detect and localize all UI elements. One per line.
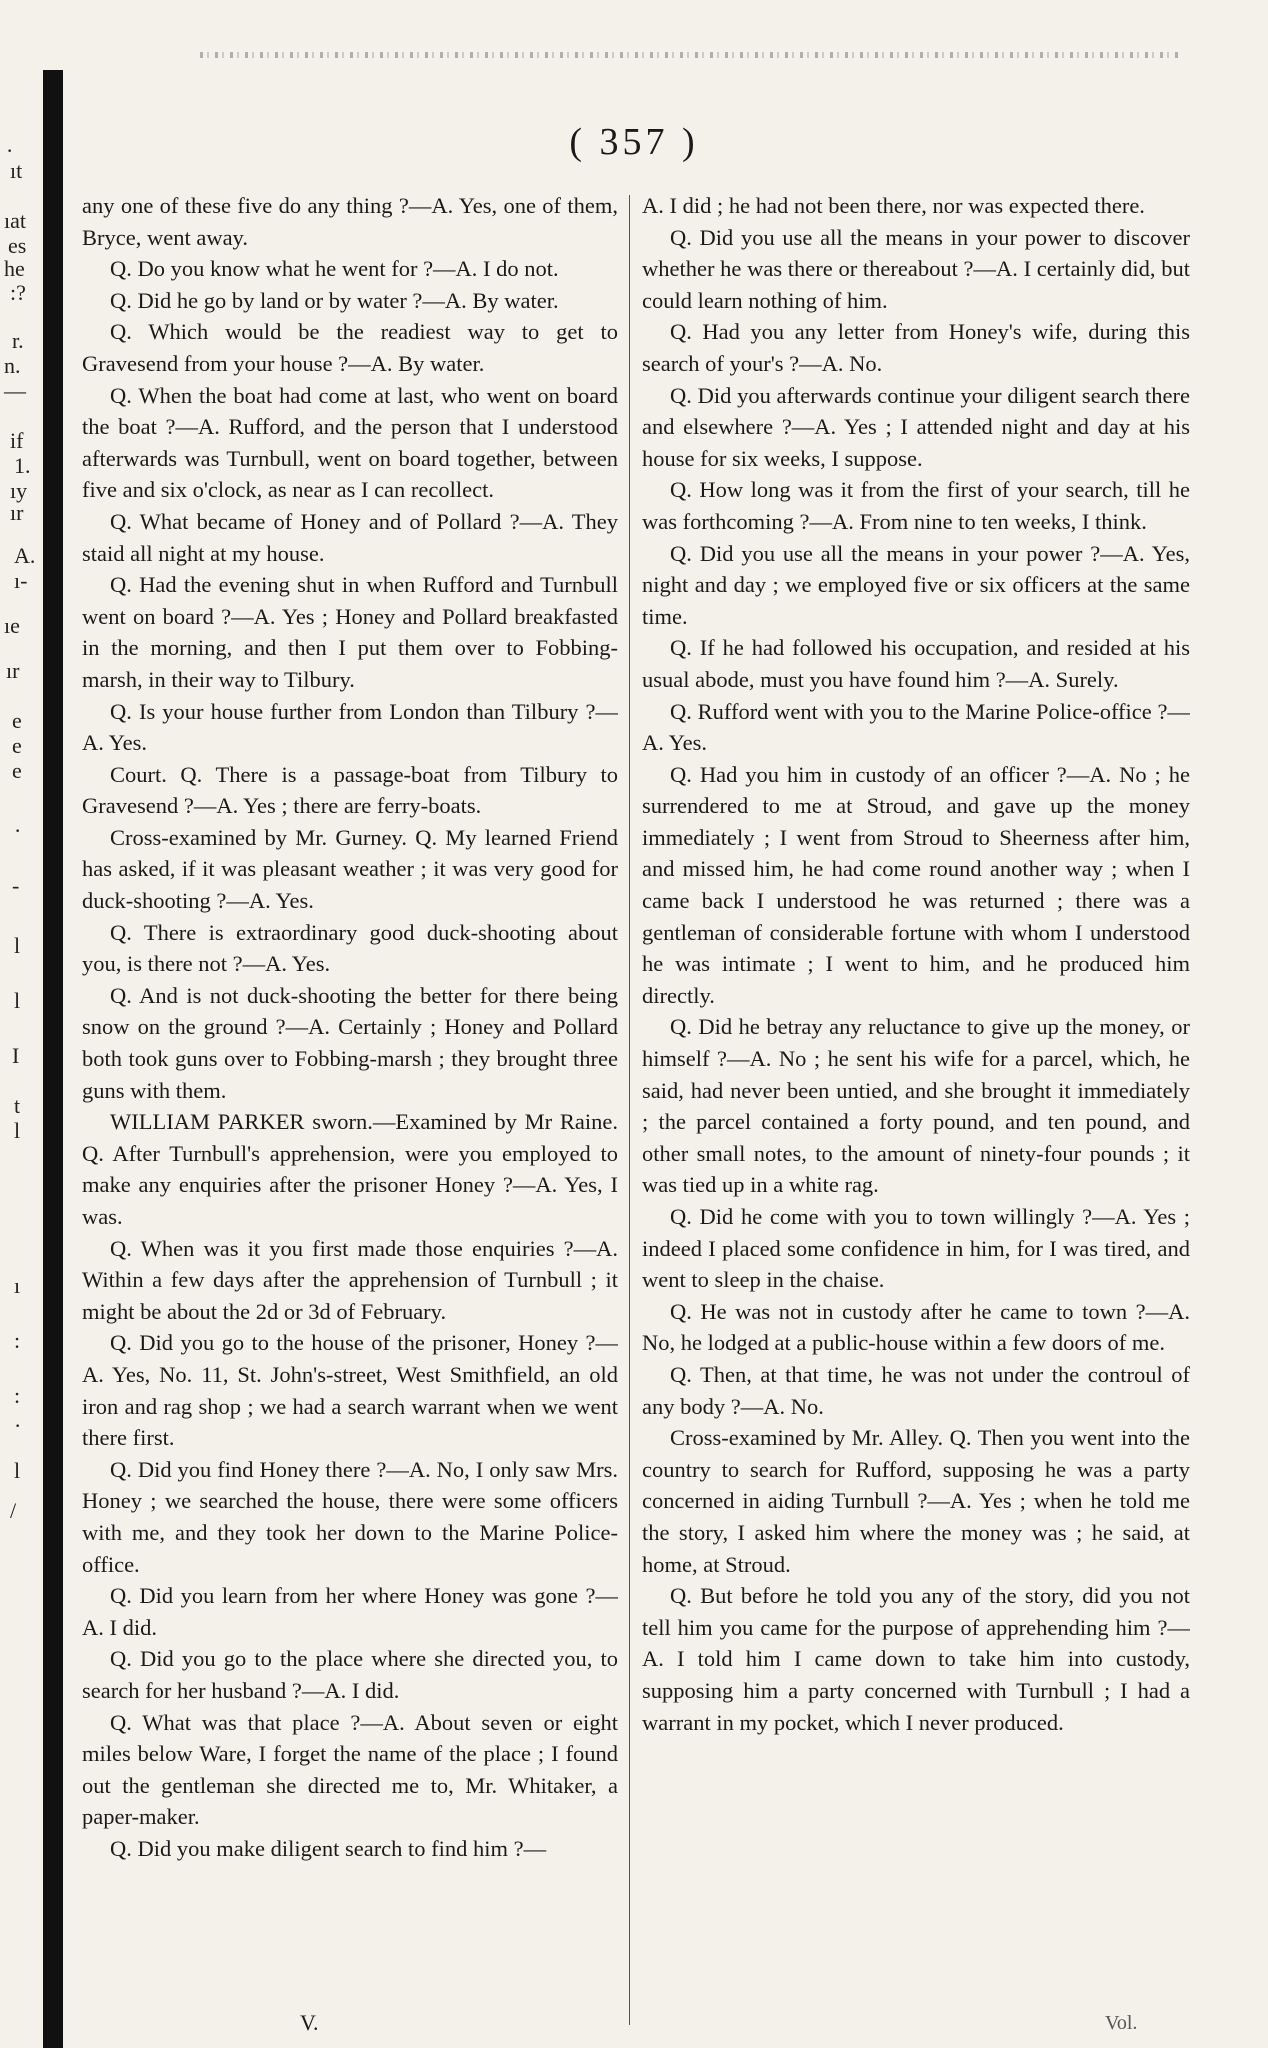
paragraph: Q. What was that place ?—A. About seven or eight miles below Ware, I forget the name of the place ; I found out the gentleman she directed me to, Mr. Whitaker, a paper-maker.: [82, 1709, 618, 1830]
top-edge-noise: [200, 52, 1180, 58]
paragraph: A. I did ; he had not been there, nor was expected there.: [642, 193, 1145, 218]
paragraph: Q. Did he betray any reluctance to give up the money, or himself ?—A. No ; he sent his wife for a parcel, which, he said, had never been untied, and she brought it immediately ; the parcel contained a forty pound, and ten pound, and other small notes, to the amount of ninety-four pounds ; it was tied up in a white rag.: [642, 1014, 1190, 1198]
paragraph: Q. Did you make diligent search to find him ?—: [110, 1835, 547, 1861]
paragraph: Q. Did he go by land or by water ?—A. By water.: [110, 287, 559, 313]
paragraph: Q. Do you know what he went for ?—A. I do not.: [110, 256, 559, 282]
paragraph: Q. Which would be the readiest way to get to Gravesend from your house ?—A. By water.: [82, 319, 618, 376]
paragraph: Q. Had you any letter from Honey's wife, during this search of your's ?—A. No.: [642, 319, 1190, 376]
paragraph: Q. But before he told you any of the story, did you not tell him you came for the purpose of apprehending him ?—A. I told him I came down to take him into custody, supposing him a party concerned with Turnbull ; I had a warrant in my pocket, which I never produced.: [642, 1583, 1190, 1735]
page-number: ( 357 ): [569, 121, 699, 163]
signature-mark: Vol.: [1105, 2012, 1138, 2034]
left-column: [82, 190, 618, 2030]
paragraph: Cross-examined by Mr. Gurney. Q. My learned Friend has asked, if it was pleasant weather ; it was very good for duck-shooting ?—A. Yes.: [82, 824, 618, 914]
paragraph: Q. When the boat had come at last, who went on board the boat ?—A. Rufford, and the person that I understood afterwards was Turnbull, went on board together, between five and six o'clock, as near as I can recollect.: [82, 382, 618, 503]
paragraph: any one of these five do any thing ?—A. Yes, one of them, Bryce, went away.: [82, 193, 618, 250]
paragraph: Q. Had you him in custody of an officer ?—A. No ; he surrendered to me at Stroud, and gave up the money immediately ; I went from Stroud to Sheerness after him, and missed him, he had come round another way ; when I came back I understood he was returned ; there was a gentleman of considerable fortune with whom I understood he was intimate ; I went to him, and he produced him directly.: [642, 761, 1190, 1008]
paragraph: Q. Then, at that time, he was not under the controul of any body ?—A. No.: [642, 1361, 1190, 1419]
paragraph: Q. How long was it from the first of your search, till he was forthcoming ?—A. From nine to ten weeks, I think.: [642, 477, 1190, 534]
paragraph: Q. There is extraordinary good duck-shooting about you, is there not ?—A. Yes.: [82, 919, 618, 977]
catchword: V.: [300, 2010, 319, 2035]
paragraph: Q. Had the evening shut in when Rufford and Turnbull went on board ?—A. Yes ; Honey and Pollard breakfasted in the morning, and then I put them over to Fobbing-marsh, in their way to Tilbury.: [82, 572, 618, 692]
paragraph: Q. Did you go to the place where she directed you, to search for her husband ?—A. I did.: [82, 1646, 618, 1703]
paragraph: Q. Did you use all the means in your power ?—A. Yes, night and day ; we employed five or six officers at the same time.: [642, 540, 1190, 629]
paragraph: Q. Is your house further from London than Tilbury ?—A. Yes.: [82, 698, 618, 756]
paragraph: Q. Did you find Honey there ?—A. No, I only saw Mrs. Honey ; we searched the house, there were some officers with me, and they took her down to the Marine Police-office.: [82, 1456, 618, 1577]
paragraph: Cross-examined by Mr. Alley. Q. Then you went into the country to search for Rufford, supposing he was a party concerned in aiding Turnbull ?—A. Yes ; when he told me the story, I asked him where the money was ; he said, at home, at Stroud.: [642, 1425, 1190, 1577]
paragraph: Q. Did you use all the means in your power to discover whether he was there or thereabout ?—A. I certainly did, but could learn nothing of him.: [642, 224, 1190, 313]
paragraph: Q. What became of Honey and of Pollard ?—A. They staid all night at my house.: [82, 508, 618, 566]
paragraph: Q. Did you go to the house of the prisoner, Honey ?—A. Yes, No. 11, St. John's-street, West Smithfield, an old iron and rag shop ; we had a search warrant when we went there first.: [82, 1330, 618, 1451]
paragraph: Q. And is not duck-shooting the better for there being snow on the ground ?—A. Certainly ; Honey and Pollard both took guns over to Fobbing-marsh ; they brought three guns with them.: [82, 982, 618, 1103]
column-divider: [629, 195, 630, 2025]
paragraph: Q. If he had followed his occupation, and resided at his usual abode, must you have found him ?—A. Surely.: [642, 635, 1190, 692]
paragraph: Q. Did he come with you to town willingly ?—A. Yes ; indeed I placed some confidence in him, for I was tired, and went to sleep in the chaise.: [642, 1204, 1190, 1293]
paragraph: Q. Rufford went with you to the Marine Police-office ?—A. Yes.: [642, 698, 1190, 756]
paragraph: Court. Q. There is a passage-boat from Tilbury to Gravesend ?—A. Yes ; there are ferry-boats.: [82, 761, 618, 819]
right-column: [642, 190, 1190, 2030]
paragraph: Q. He was not in custody after he came to town ?—A. No, he lodged at a public-house within a few doors of me.: [642, 1298, 1190, 1356]
paragraph: Q. Did you afterwards continue your diligent search there and elsewhere ?—A. Yes ; I attended night and day at his house for six weeks, I suppose.: [642, 382, 1190, 471]
paragraph: Q. When was it you first made those enquiries ?—A. Within a few days after the apprehension of Turnbull ; it might be about the 2d or 3d of February.: [82, 1235, 618, 1324]
binding-shadow: [43, 70, 63, 2048]
paragraph: WILLIAM PARKER sworn.—Examined by Mr Raine. Q. After Turnbull's apprehension, were you employed to make any enquiries after the prisoner Honey ?—A. Yes, I was.: [82, 1109, 618, 1229]
facing-page-bleed: · ıt ıat es he :? r. n. — if 1. ıy ır A. ı- ıe ır e e e · - l l I t l ı : : · l /: [4, 138, 36, 1523]
paragraph: Q. Did you learn from her where Honey was gone ?—A. I did.: [82, 1583, 618, 1640]
